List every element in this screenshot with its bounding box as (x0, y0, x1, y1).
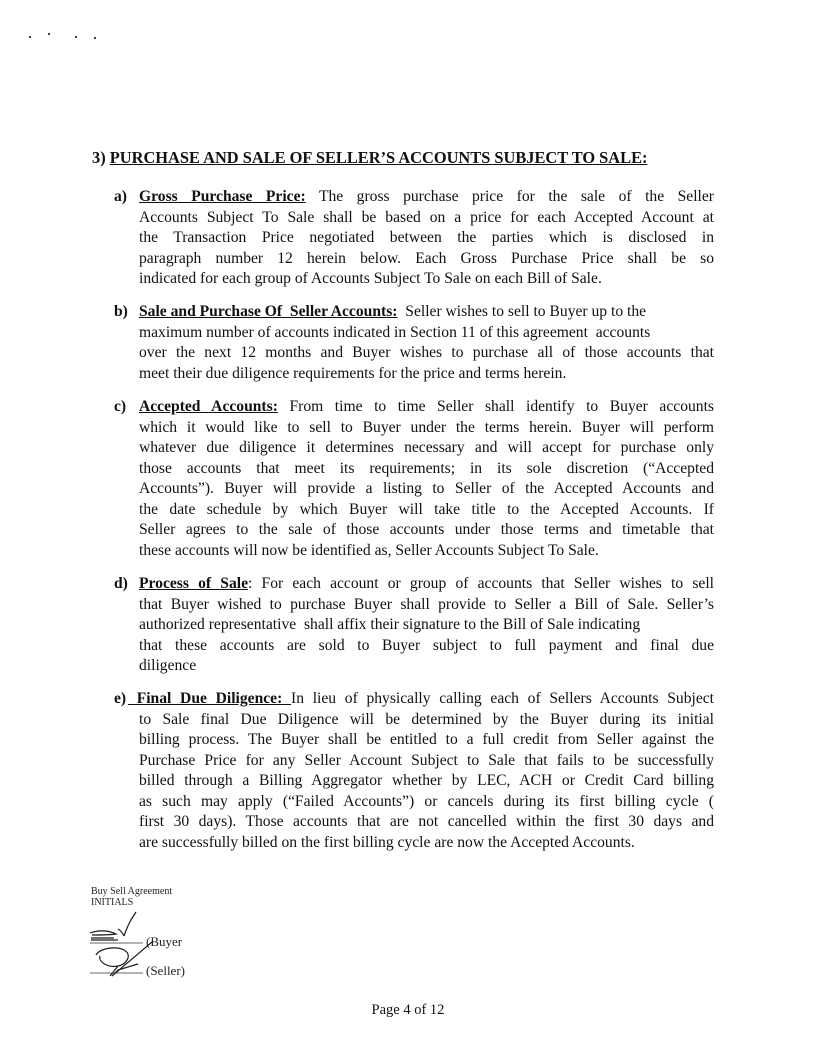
clause-c (114, 397, 714, 561)
clause-line: over the next 12 months and Buyer wishes to purchase all of those accounts that (139, 344, 714, 361)
clause-line: Seller agrees to the sale of those accounts under those terms and timetable that (139, 521, 714, 538)
scan-dot (94, 37, 96, 39)
clause-line: Purchase Price for any Seller Account Subject to Sale that fails to be successfully (139, 751, 714, 769)
clause-line: those accounts that meet its requirements; in its sole discretion (“Accepted (139, 459, 714, 477)
scan-dot (29, 36, 31, 38)
clause-marker: a) (114, 188, 127, 205)
section-number: 3) (92, 148, 106, 167)
clause-label: Gross Purchase Price: (139, 188, 306, 205)
clause-marker: c) (114, 398, 127, 415)
clause-line: Seller wishes to sell to Buyer up to the (405, 303, 647, 320)
clause-line: that Buyer wished to purchase Buyer shall provide to Seller a Bill of Sale. Seller’s (139, 595, 714, 613)
clause-line: indicated for each group of Accounts Subject To Sale on each Bill of Sale. (139, 270, 602, 287)
clause-marker: d) (114, 575, 128, 592)
clause-line: In lieu of physically calling each of Sellers Accounts Subject (291, 690, 714, 707)
clause-line: which it would like to sell to Buyer under the terms herein. Buyer will perform (139, 418, 714, 436)
section-heading (92, 148, 647, 168)
seller-initials-mark (96, 942, 152, 976)
clause-line: whatever due diligence it determines necessary and will accept for purchase only (139, 439, 714, 456)
clause-line: paragraph number 12 herein below. Each Gross Purchase Price shall be so (139, 249, 714, 267)
document-name: Buy Sell Agreement (91, 886, 173, 897)
clause-label-suffix: : (248, 575, 253, 592)
page-number: Page 4 of 12 (371, 1002, 445, 1018)
clause-line: meet their due diligence requirements for the price and terms herein. (139, 364, 567, 382)
clause-label: Process of Sale (139, 575, 248, 592)
clause-line: to Sale final Due Diligence will be determined by the Buyer during its initial (139, 710, 714, 728)
clause-a (114, 187, 714, 290)
clause-d (114, 574, 714, 677)
clause-line: authorized representative shall affix their signature to the Bill of Sale indicating (139, 616, 641, 633)
initials-label: INITIALS (91, 897, 134, 908)
clause-line: are successfully billed on the first billing cycle are now the Accepted Accounts. (139, 833, 635, 851)
clause-line: The gross purchase price for the sale of the Seller (318, 188, 714, 205)
clause-line: these accounts will now be identified as, Seller Accounts Subject To Sale. (139, 541, 599, 559)
initials-block (88, 910, 218, 990)
clause-e (114, 689, 714, 853)
clause-b (114, 302, 714, 384)
clause-line: For each account or group of accounts that Seller wishes to sell (261, 575, 714, 592)
clause-line: Accounts Subject To Sale shall be based on a price for each Accepted Account at (139, 208, 714, 226)
seller-label: (Seller) (146, 963, 185, 978)
clause-line: first 30 days). Those accounts that are not cancelled within the first 30 days and (139, 813, 714, 830)
clause-marker: b) (114, 303, 128, 320)
clause-label: Accepted Accounts: (139, 398, 278, 415)
clause-marker: e) (114, 690, 127, 707)
clause-line: diligence (139, 657, 197, 674)
buyer-label: (Buyer (146, 934, 183, 949)
scan-dot (48, 33, 50, 35)
buyer-initials-mark (90, 912, 136, 940)
clause-line: that these accounts are sold to Buyer subject to full payment and final due (139, 636, 714, 654)
footer-note (91, 886, 172, 908)
clause-line: maximum number of accounts indicated in Section 11 of this agreement accounts (139, 323, 651, 341)
clause-label: Final Due Diligence: (128, 690, 291, 707)
clause-line: billed through a Billing Aggregator whether by LEC, ACH or Credit Card billing (139, 772, 714, 789)
clause-label: Sale and Purchase Of Seller Accounts: (139, 303, 398, 320)
clause-line: the Transaction Price negotiated between the parties which is disclosed in (139, 229, 714, 246)
clause-line: as such may apply (“Failed Accounts”) or cancels during its first billing cycle ( (139, 792, 714, 810)
scan-dot (75, 36, 77, 38)
clause-line: From time to time Seller shall identify to Buyer accounts (289, 398, 714, 415)
clause-line: billing process. The Buyer shall be entitled to a full credit from Seller against the (139, 731, 714, 748)
clause-line: the date schedule by which Buyer will take title to the Accepted Accounts. If (139, 500, 714, 518)
clause-line: Accounts”). Buyer will provide a listing to Seller of the Accepted Accounts and (139, 480, 714, 497)
section-title: PURCHASE AND SALE OF SELLER’S ACCOUNTS SUBJECT TO SALE: (109, 148, 648, 167)
